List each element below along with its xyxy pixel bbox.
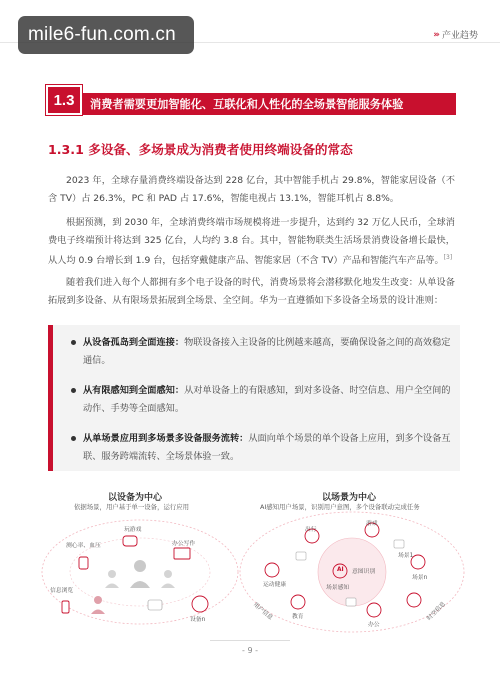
figure-label: 场景感知 — [326, 585, 350, 591]
subsection-title: 1.3.1 多设备、多场景成为消费者使用终端设备的常态 — [48, 142, 353, 157]
scenario-node-office — [367, 603, 381, 617]
user-icon — [105, 570, 119, 588]
scenario-node-education — [291, 595, 305, 609]
paragraph-3: 随着我们进入每个人都拥有多个电子设备的时代，消费场景将会潜移默化地发生改变：从单设备拓展到多设备、从有限场景拓展到全场景、全空间。华为一直遵循如下多设备全场景的设计准则： — [48, 277, 455, 306]
arc-label: 时空信息 — [426, 601, 447, 622]
principle-text: 物联设备接入主设备的比例越来越高，要确保设备之间的高效稳定通信。 — [83, 337, 451, 366]
figure-label: 场景n — [412, 575, 428, 581]
figure-label: 信息浏览 — [50, 588, 74, 594]
figure-label: 办公 — [368, 622, 380, 628]
figure-left-title: 以设备为中心 — [108, 493, 163, 503]
figure-label: 办公写作 — [172, 541, 196, 547]
arc-label: 用户信息 — [251, 601, 274, 622]
device-n-icon — [192, 596, 208, 612]
scenario-node-health — [265, 563, 279, 577]
laptop-icon — [174, 548, 190, 559]
section-number: 1.3 — [46, 85, 82, 115]
citation-ref: [3] — [443, 254, 453, 261]
principle-heading: 从设备孤岛到全面连接： — [83, 337, 185, 348]
device-icon — [296, 552, 306, 560]
figure-label: AI — [337, 567, 344, 573]
principle-heading: 从有限感知到全面感知： — [83, 385, 185, 396]
tablet-icon — [148, 600, 162, 610]
user-icon — [161, 570, 175, 588]
figure-label: 运动健康 — [263, 582, 287, 588]
footer-rule — [210, 640, 290, 641]
figure-label: 游戏 — [366, 521, 378, 527]
figure-label: 出行 — [305, 527, 317, 533]
principle-text: 从对单设备上的有限感知，到对多设备、时空信息、用户全空间的动作、手势等全面感知。 — [83, 385, 451, 414]
figure-label: 测心率、血压 — [66, 543, 101, 549]
figure-right-title: 以场景为中心 — [322, 493, 377, 503]
vr-headset-icon — [123, 536, 137, 546]
scenario-node-extra — [407, 593, 421, 607]
watch-icon — [79, 557, 88, 569]
device-icon — [346, 598, 356, 606]
chevron-icon: ››› — [433, 29, 438, 40]
figure-label: 设备n — [190, 617, 206, 623]
device-center-diagram — [42, 520, 238, 624]
watermark-overlay: mile6-fun.com.cn — [18, 16, 194, 54]
figure-left-subtitle: 依据场景，用户基于单一设备，运行应用 — [74, 503, 190, 511]
page-number: - 9 - — [242, 646, 258, 655]
principle-heading: 从单场景应用到多场景多设备服务流转： — [83, 433, 249, 444]
figure-label: 玩游戏 — [124, 527, 142, 533]
figure-right-subtitle: AI感知用户场景，识别用户意图，多个设备联动完成任务 — [260, 503, 420, 511]
paragraph-2-text: 根据预测，到 2030 年，全球消费终端市场规模将进一步提升，达到约 32 万亿人民币，全球消费电子终端预计将达到 325 亿台，人均约 3.8 台。其中，智能物联类生活场景消费设备增长最快，从人均 0.9 台增长到 1.9 台，包括穿戴健康产品、智能家居（不含 TV）产品和智能汽车产品等。 — [48, 217, 455, 267]
header-tag-label: 产业趋势 — [441, 31, 478, 41]
paragraph-1: 2023 年，全球存量消费终端设备达到 228 亿台，其中智能手机占 29.8%，智能家居设备（不含 TV）占 26.3%，PC 和 PAD 占 17.6%，智能电视占 13.1%，智能耳机占 8.8%。 — [48, 175, 455, 204]
figure-label: 教育 — [292, 614, 304, 620]
user-icon — [91, 596, 105, 614]
figure-label: 场景1 — [398, 553, 414, 559]
principle-text: 从面向单个场景的单个设备上应用，到多个设备互联、服务跨端流转、全场景体验一致。 — [83, 433, 451, 462]
section-title: 消费者需要更加智能化、互联化和人性化的全场景智能服务体验 — [90, 98, 404, 111]
phone-icon — [62, 601, 69, 613]
user-icon — [130, 560, 150, 588]
figure-label: 意图识别 — [352, 569, 376, 575]
device-icon — [394, 540, 404, 548]
